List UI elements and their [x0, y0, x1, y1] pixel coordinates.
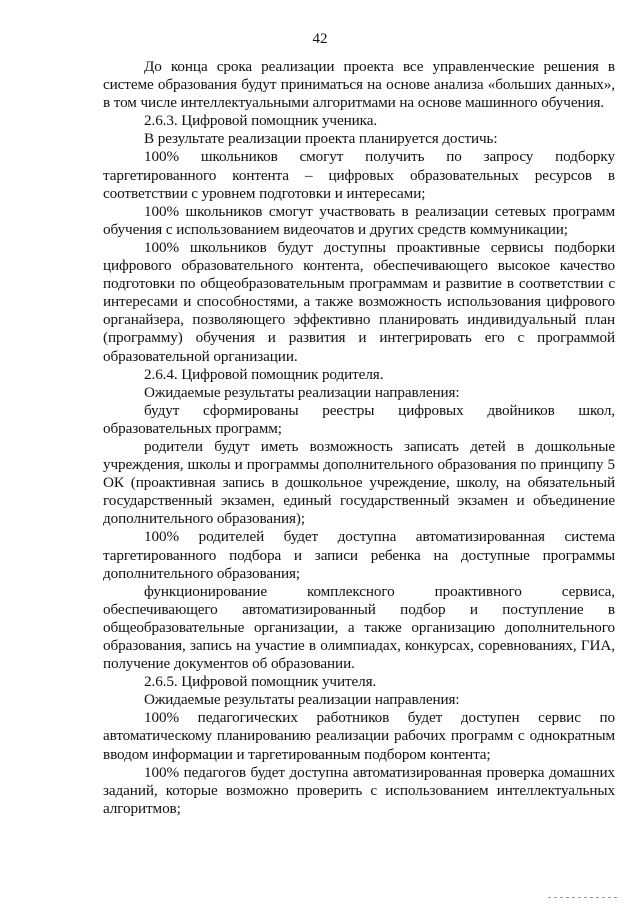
section-heading-parent-assistant: 2.6.4. Цифровой помощник родителя.: [144, 365, 384, 383]
paragraph-teacher-planning: 100% педагогических работников будет доступен сервис по автоматическому планированию реализации рабочих программ с однократным вводом информации и таргетированным подбором контента;: [103, 709, 615, 763]
paragraph-big-data-decisions: До конца срока реализации проекта все управленческие решения в системе образования будут приниматься на основе анализа «больших данных», в том числе интеллектуальными алгоритмами на основе машинного обучения.: [103, 58, 615, 112]
paragraph-teacher-homework: 100% педагогов будет доступна автоматизированная проверка домашних заданий, которые возможно проверить с использованием интеллектуальных алгоритмов;: [103, 763, 615, 817]
paragraph-student-content: 100% школьников смогут получить по запросу подборку таргетированного контента – цифровых образовательных ресурсов в соответствии с уровнем подготовки и интересами;: [103, 148, 615, 202]
scan-artifact-line: [548, 897, 618, 898]
page-number: 42: [312, 31, 328, 47]
paragraph-teacher-results-intro: Ожидаемые результаты реализации направления:: [144, 691, 460, 709]
paragraph-expected-intro: В результате реализации проекта планируется достичь:: [144, 130, 498, 148]
paragraph-parent-enrollment: родители будут иметь возможность записать детей в дошкольные учреждения, школы и программы дополнительного образования по принципу 5 ОК (проактивная запись в дошкольное учреждение, школу, на обязательный государственный экзамен, единый государственный экзамен и объединение дополнительного образования);: [103, 437, 615, 528]
section-heading-student-assistant: 2.6.3. Цифровой помощник ученика.: [144, 112, 378, 130]
document-body: [103, 58, 615, 818]
paragraph-parent-results-intro: Ожидаемые результаты реализации направления:: [144, 383, 460, 401]
paragraph-complex-service: функционирование комплексного проактивного сервиса, обеспечивающего автоматизированный подбор и поступление в общеобразовательные организации, а также организацию дополнительного образования, запись на участие в олимпиадах, конкурсах, соревнованиях, ГИА, получение документов об образовании.: [103, 582, 615, 673]
paragraph-student-network: 100% школьников смогут участвовать в реализации сетевых программ обучения с использованием видеочатов и других средств коммуникации;: [103, 202, 615, 238]
paragraph-parent-system: 100% родителей будет доступна автоматизированная система таргетированного подбора и записи ребенка на доступные программы дополнительного образования;: [103, 528, 615, 582]
section-heading-teacher-assistant: 2.6.5. Цифровой помощник учителя.: [144, 673, 377, 691]
paragraph-registries: будут сформированы реестры цифровых двойников школ, образовательных программ;: [103, 401, 615, 437]
paragraph-student-proactive: 100% школьников будут доступны проактивные сервисы подборки цифрового образовательного контента, обеспечивающего высокое качество подготовки по общеобразовательным программам и развитие в соответствии с интересами и способностями, а также возможность использования цифрового органайзера, позволяющего эффективно планировать индивидуальный план (программу) обучения и развития и интегрировать его с программой образовательной организации.: [103, 238, 615, 365]
